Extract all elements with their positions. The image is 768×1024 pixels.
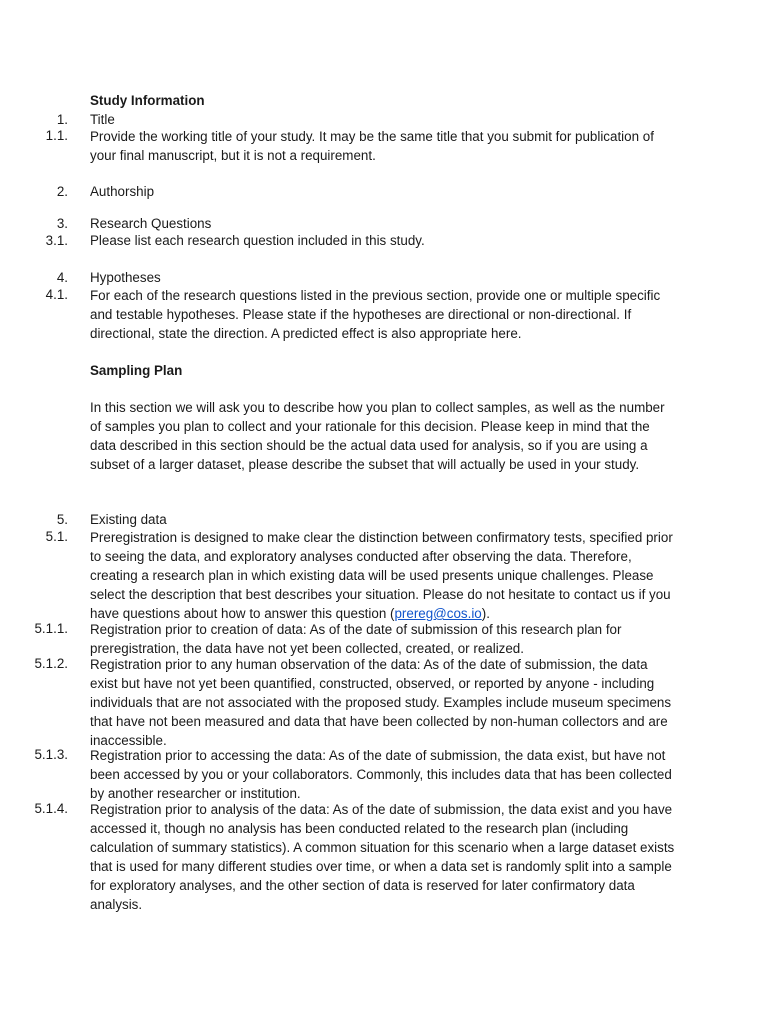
item-1-number: 1. [56, 112, 68, 127]
item-5-number: 5. [56, 512, 68, 527]
item-4-1-text: For each of the research questions listed in the previous section, provide one or multiple specific and testable hypotheses. Please state if the hypotheses are directional or non-directional. If directional, state the direction. A predicted effect is also appropriate here. [90, 288, 661, 341]
item-1-1-text: Provide the working title of your study. It may be the same title that you submit for publication of your final manuscript, but it is not a requirement. [90, 129, 654, 163]
item-5-1-2-number: 5.1.2. [34, 656, 68, 671]
item-3-1-text: Please list each research question included in this study. [90, 233, 425, 248]
item-3-text: Research Questions [90, 216, 212, 231]
item-5-1-text [90, 528, 678, 623]
item-5-1-3-text: Registration prior to accessing the data: As of the date of submission, the data exist, but have not been accessed by you or your collaborators. Commonly, this includes data that has been collected by another researcher or institution. [90, 748, 672, 801]
item-3-1-number: 3.1. [45, 233, 68, 248]
item-5-1-4-number: 5.1.4. [34, 801, 68, 816]
item-4-1-number: 4.1. [45, 287, 68, 302]
item-1-1-number: 1.1. [45, 128, 68, 143]
item-5-1-text-end: ). [481, 606, 490, 621]
prereg-email-link[interactable]: prereg@cos.io [394, 606, 482, 621]
study-information-heading: Study Information [90, 93, 205, 108]
item-5-1-3-number: 5.1.3. [34, 747, 68, 762]
item-5-1-text-body: Preregistration is designed to make clear the distinction between confirmatory tests, specified prior to seeing the data, and exploratory analyses conducted after observing the data. Therefore, creating a research plan in which existing data will be used presents unique challenges. Please select the description that best describes your situation. Please do not hesitate to contact us if you have questions about how to answer this question ( [90, 530, 673, 621]
item-4-text: Hypotheses [90, 270, 161, 285]
item-5-1-number: 5.1. [45, 529, 68, 544]
item-5-text: Existing data [90, 512, 167, 527]
item-4-number: 4. [56, 270, 68, 285]
sampling-plan-heading: Sampling Plan [90, 363, 183, 378]
item-5-1-1-number: 5.1.1. [34, 621, 68, 636]
sampling-plan-intro-text: In this section we will ask you to describe how you plan to collect samples, as well as the number of samples you plan to collect and your rationale for this decision. Please keep in mind that the data described in this section should be the actual data used for analysis, so if you are using a subset of a larger dataset, please describe the subset that will actually be used in your study. [90, 400, 665, 472]
item-3-number: 3. [56, 216, 68, 231]
item-5-1-2-text: Registration prior to any human observation of the data: As of the date of submission, the data exist but have not yet been quantified, constructed, observed, or reported by anyone - including individuals that are not associated with the proposed study. Examples include museum specimens that have not been measured and data that have been collected by non-human collectors and are inaccessible. [90, 657, 672, 748]
item-5-1-1-text: Registration prior to creation of data: As of the date of submission of this research plan for preregistration, the data have not yet been collected, created, or realized. [90, 622, 622, 656]
item-2-number: 2. [56, 184, 68, 199]
item-5-1-4-text: Registration prior to analysis of the data: As of the date of submission, the data exist and you have accessed it, though no analysis has been conducted related to the research plan (including calculation of summary statistics). A common situation for this scenario when a large dataset exists that is used for many different studies over time, or when a data set is randomly split into a sample for exploratory analyses, and the other section of data is reserved for later confirmatory data analysis. [90, 802, 675, 912]
item-2-text: Authorship [90, 184, 155, 199]
item-1-text: Title [90, 112, 115, 127]
